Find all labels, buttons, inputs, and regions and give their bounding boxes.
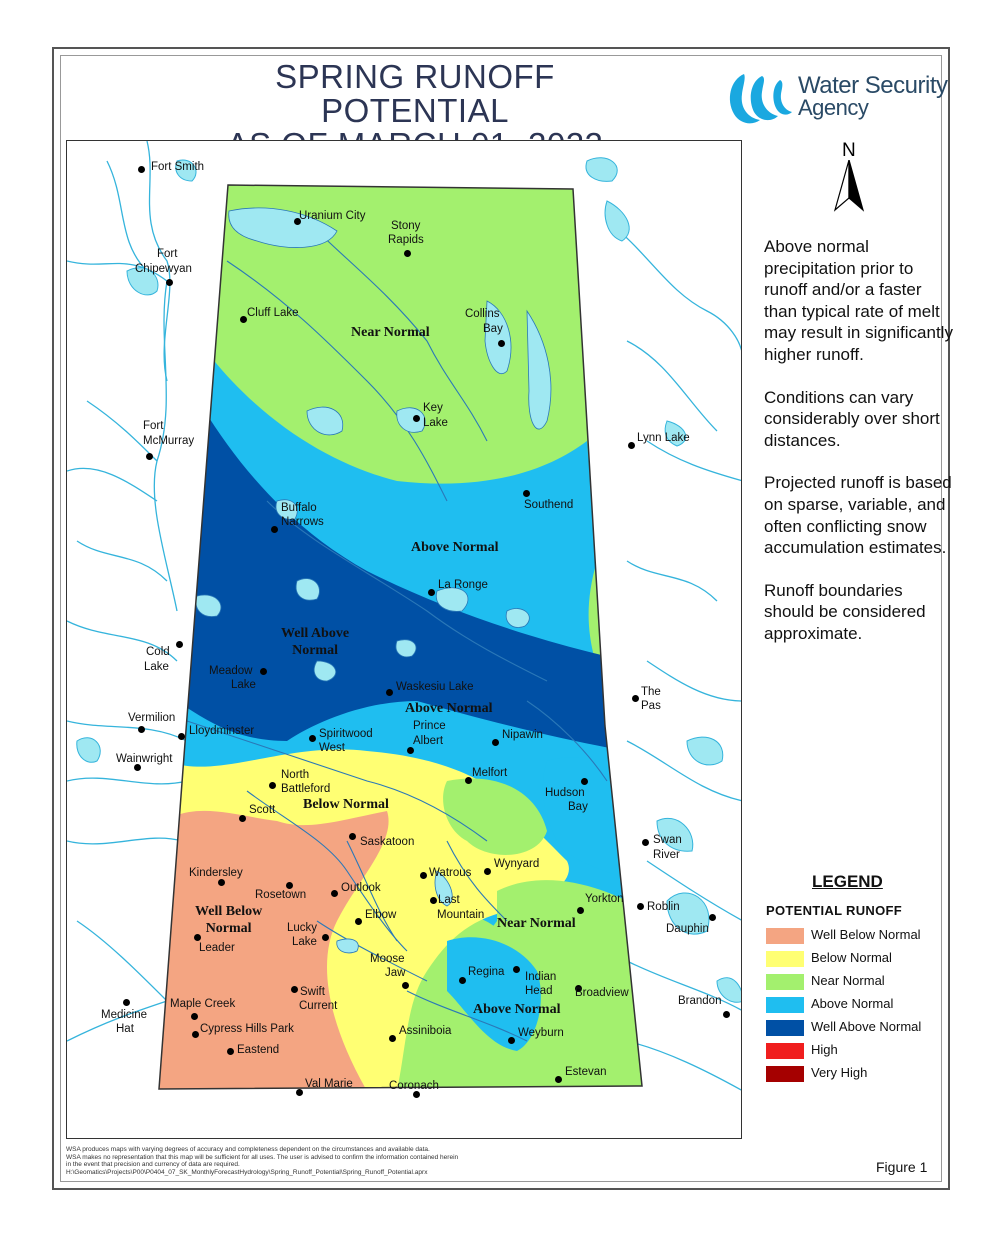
legend-swatch <box>766 997 804 1013</box>
place-scott: Scott <box>249 804 276 816</box>
place-dot <box>430 897 437 904</box>
place-assiniboia: Assiniboia <box>399 1025 452 1037</box>
runoff-map-svg <box>67 141 742 1139</box>
place-cold-lake-2: Lake <box>144 661 169 673</box>
place-swan-river-1: Swan <box>653 834 682 846</box>
legend-title: LEGEND <box>812 872 883 891</box>
place-cypress-hills: Cypress Hills Park <box>200 1023 294 1035</box>
place-roblin: Roblin <box>647 901 680 913</box>
legend-label: High <box>811 1042 838 1057</box>
place-prince-albert-1: Prince <box>413 720 446 732</box>
place-dot <box>413 415 420 422</box>
map-title-line1: SPRING RUNOFF POTENTIAL <box>275 58 555 129</box>
logo-text-line1: Water Security <box>798 72 948 99</box>
place-dot <box>146 453 153 460</box>
place-hudson-bay-2: Bay <box>568 801 588 813</box>
place-dot <box>402 982 409 989</box>
north-arrow-icon <box>826 160 876 240</box>
place-dot <box>260 668 267 675</box>
zone-label-above-normal-south: Above Normal <box>473 1002 561 1017</box>
place-maple-creek: Maple Creek <box>170 998 236 1010</box>
place-north-battleford-2: Battleford <box>281 783 331 795</box>
place-collins-bay-1: Collins <box>465 308 500 320</box>
place-key-lake-2: Lake <box>423 417 448 429</box>
place-val-marie: Val Marie <box>305 1078 353 1090</box>
zone-label-near-normal-south: Near Normal <box>497 916 576 931</box>
place-dot <box>628 442 635 449</box>
disclaimer <box>66 1146 596 1176</box>
place-dot <box>498 340 505 347</box>
place-medicine-hat-2: Hat <box>116 1023 134 1035</box>
place-dot <box>484 868 491 875</box>
place-coronach: Coronach <box>389 1080 439 1092</box>
place-swan-river-2: River <box>653 849 680 861</box>
place-nipawin: Nipawin <box>502 729 543 741</box>
legend-swatch <box>766 928 804 944</box>
place-fort-mcmurray-1: Fort <box>143 420 164 432</box>
legend-label: Well Below Normal <box>811 927 921 942</box>
legend-subtitle: POTENTIAL RUNOFF <box>766 903 902 918</box>
place-dot <box>291 986 298 993</box>
note-4: Runoff boundaries should be considered approximate. <box>764 580 926 643</box>
zone-label-above-normal-mid: Above Normal <box>405 701 493 716</box>
place-estevan: Estevan <box>565 1066 607 1078</box>
place-regina: Regina <box>468 966 505 978</box>
place-la-ronge: La Ronge <box>438 579 488 591</box>
place-dot <box>322 934 329 941</box>
legend-label: Near Normal <box>811 973 885 988</box>
place-medicine-hat-1: Medicine <box>101 1009 148 1021</box>
place-dot <box>577 907 584 914</box>
place-moose-jaw-2: Jaw <box>385 967 406 979</box>
place-dot <box>227 1048 234 1055</box>
north-label: N <box>842 140 856 161</box>
disclaimer-line-3: in the event that precision and currency of data are required. <box>66 1161 240 1169</box>
place-last-mountain-1: Last <box>438 894 460 906</box>
place-meadow-lake-2: Lake <box>231 679 256 691</box>
place-weyburn: Weyburn <box>518 1027 564 1039</box>
place-dot <box>508 1037 515 1044</box>
place-outlook: Outlook <box>341 882 381 894</box>
place-spiritwood-2: West <box>319 742 345 754</box>
place-stony-rapids-1: Stony <box>391 220 421 232</box>
note-1: Above normal precipitation prior to runoff and/or a faster than typical rate of melt may result in significantly higher runoff. <box>764 237 953 364</box>
place-wynyard: Wynyard <box>494 858 540 870</box>
place-fort-mcmurray-2: McMurray <box>143 435 195 447</box>
place-dot <box>581 778 588 785</box>
place-collins-bay-2: Bay <box>483 323 503 335</box>
legend-swatch <box>766 1066 804 1082</box>
place-moose-jaw-1: Moose <box>370 953 405 965</box>
place-dauphin: Dauphin <box>666 923 709 935</box>
place-dot <box>192 1031 199 1038</box>
place-dot <box>176 641 183 648</box>
legend-label: Above Normal <box>811 996 894 1011</box>
place-dot <box>191 1013 198 1020</box>
note-3: Projected runoff is based on sparse, variable, and often conflicting snow accumulation estimates. <box>764 473 952 558</box>
place-vermilion: Vermilion <box>128 712 176 724</box>
place-meadow-lake-1: Meadow <box>209 665 253 677</box>
place-waskesiu-lake: Waskesiu Lake <box>396 681 474 693</box>
legend-swatch <box>766 974 804 990</box>
place-dot <box>555 1076 562 1083</box>
place-the-pas-2: Pas <box>641 700 661 712</box>
place-dot <box>331 890 338 897</box>
zone-label-above-normal-north: Above Normal <box>411 540 499 555</box>
place-fort-smith: Fort Smith <box>151 161 205 173</box>
place-dot <box>492 739 499 746</box>
place-dot <box>428 589 435 596</box>
place-key-lake-1: Key <box>423 402 443 414</box>
place-yorkton: Yorkton <box>585 893 624 905</box>
legend-label: Very High <box>811 1065 868 1080</box>
place-dot <box>389 1035 396 1042</box>
place-dot <box>239 815 246 822</box>
place-cluff-lake: Cluff Lake <box>247 307 299 319</box>
place-lucky-lake-1: Lucky <box>287 922 318 934</box>
disclaimer-line-1: WSA produces maps with varying degrees of accuracy and completeness dependent on the circumstances and available data. <box>66 1146 430 1153</box>
place-kindersley: Kindersley <box>189 867 243 879</box>
place-last-mountain-2: Mountain <box>437 909 485 921</box>
legend-swatch <box>766 1043 804 1059</box>
place-lucky-lake-2: Lake <box>292 936 317 948</box>
place-dot <box>218 879 225 886</box>
place-indian-head-2: Head <box>525 985 553 997</box>
legend-label: Below Normal <box>811 950 892 965</box>
place-brandon: Brandon <box>678 995 722 1007</box>
place-stony-rapids-2: Rapids <box>388 234 424 246</box>
zone-label-well-above-normal: Well Above Normal <box>281 626 350 658</box>
place-dot <box>286 882 293 889</box>
place-dot <box>404 250 411 257</box>
place-dot <box>632 695 639 702</box>
place-hudson-bay-1: Hudson <box>545 787 585 799</box>
place-leader: Leader <box>199 942 235 954</box>
zone-label-below-normal: Below Normal <box>303 797 389 812</box>
legend-swatch <box>766 1020 804 1036</box>
place-dot <box>513 966 520 973</box>
place-dot <box>271 526 278 533</box>
place-spiritwood-1: Spiritwood <box>319 728 373 740</box>
legend-swatch <box>766 951 804 967</box>
place-swift-current-1: Swift <box>300 986 325 998</box>
place-watrous: Watrous <box>429 867 472 879</box>
place-buffalo-narrows-2: Narrows <box>281 516 324 528</box>
place-dot <box>523 490 530 497</box>
place-southend: Southend <box>524 499 574 511</box>
place-dot <box>138 166 145 173</box>
place-dot <box>309 735 316 742</box>
place-dot <box>138 726 145 733</box>
place-eastend: Eastend <box>237 1044 280 1056</box>
place-the-pas-1: The <box>641 686 661 698</box>
place-dot <box>407 747 414 754</box>
map-area <box>66 140 742 1139</box>
place-uranium-city: Uranium City <box>299 210 366 222</box>
place-prince-albert-2: Albert <box>413 735 444 747</box>
zone-label-near-normal-north: Near Normal <box>351 325 430 340</box>
place-dot <box>355 918 362 925</box>
place-dot <box>349 833 356 840</box>
legend-label: Well Above Normal <box>811 1019 922 1034</box>
place-dot <box>459 977 466 984</box>
note-2: Conditions can vary considerably over short distances. <box>764 387 940 450</box>
place-dot <box>269 782 276 789</box>
place-wainwright: Wainwright <box>116 753 173 765</box>
place-fort-chipewyan-2: Chipewyan <box>135 263 192 275</box>
place-cold-lake-1: Cold <box>146 646 170 658</box>
place-dot <box>166 279 173 286</box>
notes-panel <box>764 236 954 666</box>
place-elbow: Elbow <box>365 909 397 921</box>
place-dot <box>709 914 716 921</box>
disclaimer-line-2: WSA makes no representation that this map will be sufficient for all uses. The user is advised to confirm the information contained herein <box>66 1153 459 1161</box>
place-dot <box>642 839 649 846</box>
place-dot <box>723 1011 730 1018</box>
place-north-battleford-1: North <box>281 769 310 781</box>
place-dot <box>194 934 201 941</box>
place-saskatoon: Saskatoon <box>360 836 415 848</box>
place-broadview: Broadview <box>575 987 629 999</box>
place-buffalo-narrows-1: Buffalo <box>281 502 317 514</box>
place-dot <box>465 777 472 784</box>
place-dot <box>178 733 185 740</box>
place-lynn-lake: Lynn Lake <box>637 432 690 444</box>
zone-label-well-below-normal: Well Below Normal <box>195 904 263 936</box>
disclaimer-line-4: H:\Geomatics\Projects\P00\P0404_07_SK_MonthlyForecastHydrology\Spring_Runoff_Potential\Spring_Runoff_Potential.aprx <box>66 1168 428 1176</box>
place-rosetown: Rosetown <box>255 889 307 901</box>
figure-label: Figure 1 <box>876 1159 928 1175</box>
place-melfort: Melfort <box>472 767 508 779</box>
place-fort-chipewyan-1: Fort <box>157 248 178 260</box>
logo-text-line2: Agency <box>798 95 869 120</box>
place-dot <box>386 689 393 696</box>
place-dot <box>420 872 427 879</box>
place-indian-head-1: Indian <box>525 971 557 983</box>
place-dot <box>240 316 247 323</box>
place-swift-current-2: Current <box>299 1000 338 1012</box>
place-dot <box>123 999 130 1006</box>
place-dot <box>296 1089 303 1096</box>
place-dot <box>637 903 644 910</box>
place-lloydminster: Lloydminster <box>189 725 255 737</box>
